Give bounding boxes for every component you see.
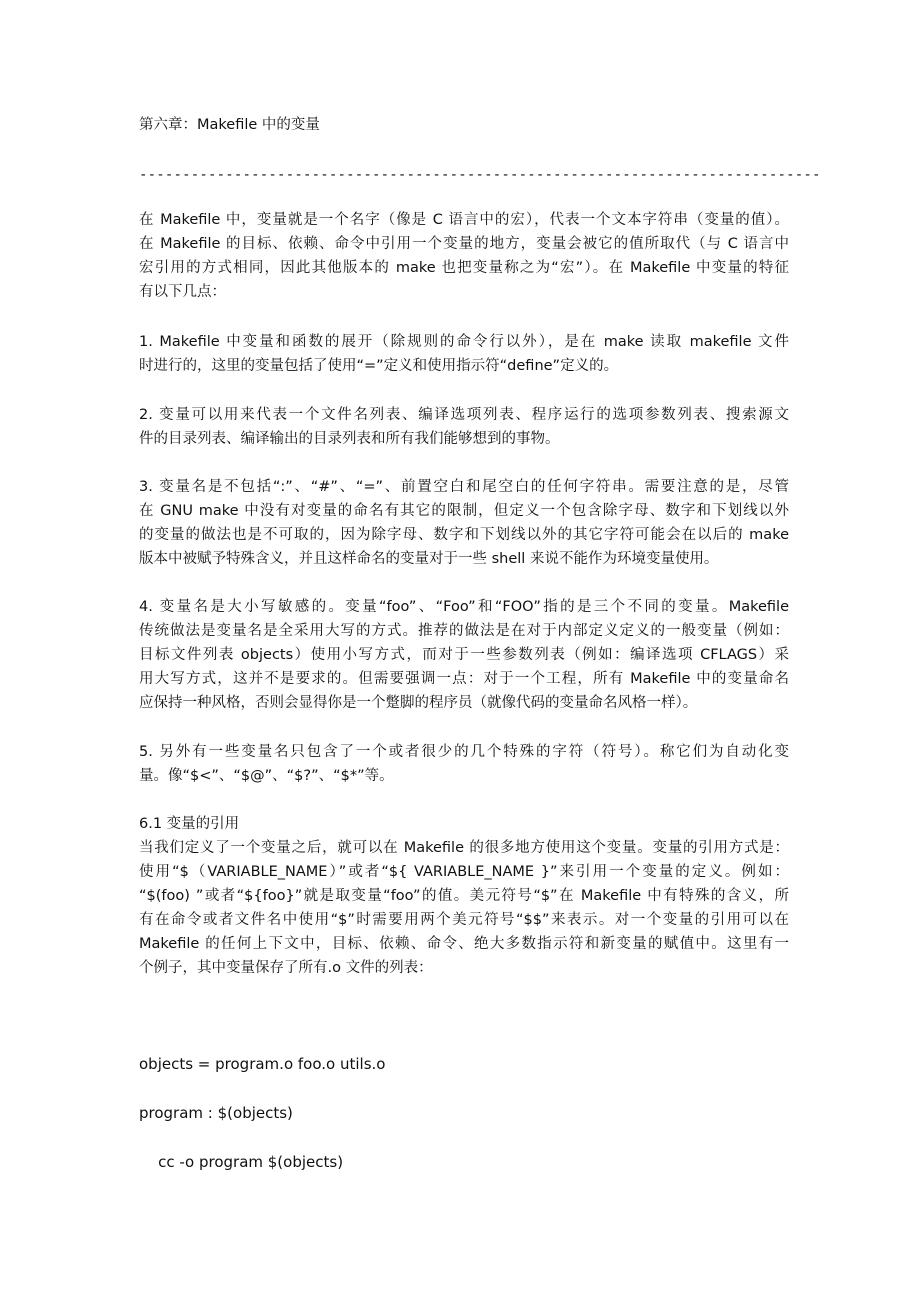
text-line: 传统做法是变量名是全采用大写的方式。推荐的做法是在对于内部定义定义的一般变量（例如： [139,623,789,639]
code-line: cc -o program $(objects) [139,1153,344,1171]
text-line: 的变量的做法也是不可取的，因为除字母、数字和下划线以外的其它字符可能会在以后的 make [139,527,789,543]
text-line: 1. Makefile 中变量和函数的展开（除规则的命令行以外），是在 make 读取 makefile 文件 [139,334,789,350]
chapter-title: 第六章：Makefile 中的变量 [139,117,320,133]
text-line: 量。像“$<”、“$@”、“$?”、“$*”等。 [139,768,394,784]
text-line: 个例子，其中变量保存了所有.o 文件的列表： [139,960,433,976]
divider: ------------------------------------------------------------------------------- [139,167,821,183]
text-line: Makefile 的任何上下文中，目标、依赖、命令、绝大多数指示符和新变量的赋值中。这里有一 [139,936,789,952]
text-line: 当我们定义了一个变量之后，就可以在 Makefile 的很多地方使用这个变量。变量的引用方式是： [139,840,789,856]
text-line: 使用“$（VARIABLE_NAME）”或者“${ VARIABLE_NAME }”来引用一个变量的定义。例如： [139,864,789,880]
text-line: 在 GNU make 中没有对变量的命名有其它的限制，但定义一个包含除字母、数字和下划线以外 [139,503,789,519]
text-line: 3. 变量名是不包括“:”、“#”、“=”、前置空白和尾空白的任何字符串。需要注意的是，尽管 [139,479,789,495]
text-line: 用大写方式，这并不是要求的。但需要强调一点：对于一个工程，所有 Makefile 中的变量命名 [139,671,789,687]
section-heading: 6.1 变量的引用 [139,816,240,832]
text-line: 宏引用的方式相同，因此其他版本的 make 也把变量称之为“宏”）。在 Makefile 中变量的特征 [139,260,789,276]
text-line: 时进行的，这里的变量包括了使用“=”定义和使用指示符“define”定义的。 [139,358,619,374]
text-line: 有以下几点： [139,284,226,300]
text-line: “$(foo) ”或者“${foo}”就是取变量“foo”的值。美元符号“$”在 Makefile 中有特殊的含义，所 [139,888,789,904]
text-line: 有在命令或者文件名中使用“$”时需要用两个美元符号“$$”来表示。对一个变量的引用可以在 [139,912,789,928]
text-line: 5. 另外有一些变量名只包含了一个或者很少的几个特殊的字符（符号）。称它们为自动化变 [139,744,789,760]
code-line: objects = program.o foo.o utils.o [139,1055,386,1073]
text-line: 版本中被赋予特殊含义，并且这样命名的变量对于一些 shell 来说不能作为环境变量使用。 [139,551,719,567]
text-line: 4. 变量名是大小写敏感的。变量“foo”、“Foo”和“FOO”指的是三个不同的变量。Makefile [139,599,789,615]
text-line: 件的目录列表、编译输出的目录列表和所有我们能够想到的事物。 [139,431,560,447]
text-line: 2. 变量可以用来代表一个文件名列表、编译选项列表、程序运行的选项参数列表、搜索源文 [139,407,789,423]
text-line: 目标文件列表 objects）使用小写方式，而对于一些参数列表（例如：编译选项 CFLAGS）采 [139,647,789,663]
text-line: 在 Makefile 的目标、依赖、命令中引用一个变量的地方，变量会被它的值所取代（与 C 语言中 [139,236,789,252]
code-line: program : $(objects) [139,1104,293,1122]
text-line: 在 Makefile 中，变量就是一个名字（像是 C 语言中的宏），代表一个文本字符串（变量的值）。 [139,212,789,228]
text-line: 应保持一种风格，否则会显得你是一个蹩脚的程序员（就像代码的变量命名风格一样）。 [139,695,698,711]
